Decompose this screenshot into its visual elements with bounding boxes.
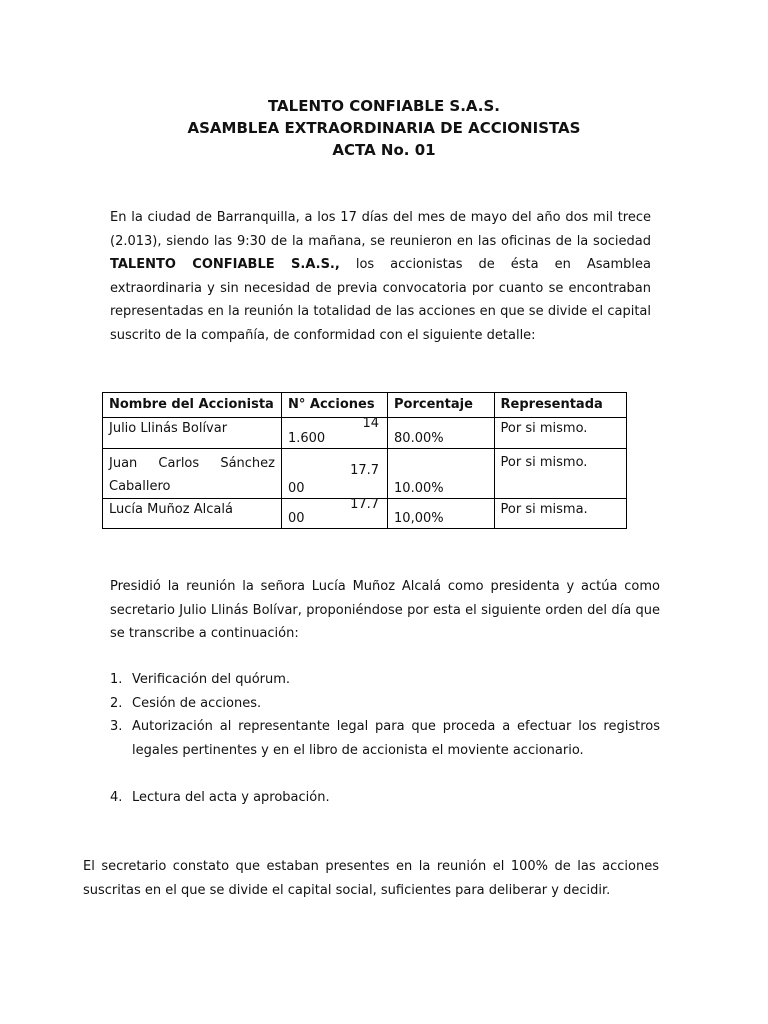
intro-company-name: TALENTO CONFIABLE S.A.S.,: [110, 257, 340, 272]
meeting-title: ASAMBLEA EXTRAORDINARIA DE ACCIONISTAS: [187, 119, 581, 137]
represented-cell: Por si misma.: [494, 499, 626, 529]
list-number: 2.: [110, 695, 123, 711]
represented-cell: Por si mismo.: [494, 449, 626, 499]
shares-cell: [281, 418, 387, 449]
intro-paragraph: [110, 206, 651, 347]
list-text: Cesión de acciones.: [132, 695, 262, 711]
list-text: Verificación del quórum.: [132, 672, 291, 687]
shareholder-name-line2: Caballero: [109, 479, 171, 494]
list-text: Lectura del acta y aprobación.: [132, 790, 330, 805]
intro-text-2: los accionistas de ésta en Asamblea extraordinaria y sin necesidad de previa convocatoria por cuanto se encontraban representadas en la reunión la totalidad de las acciones en que se divide el capital suscrito de la compañía, de conformidad con el siguiente detalle:: [110, 257, 651, 343]
header-name: Nombre del Accionista: [103, 393, 282, 418]
percent-value: 10,00%: [394, 511, 444, 526]
list-item: [110, 786, 660, 810]
company-title: TALENTO CONFIABLE S.A.S.: [267, 97, 501, 115]
list-item: [110, 715, 660, 762]
shareholders-table: [102, 392, 627, 529]
shares-bottom: 1.600: [287, 431, 326, 446]
header-represented: Representada: [494, 393, 626, 418]
shareholder-name: [103, 449, 282, 499]
list-text: Autorización al representante legal para que proceda a efectuar los registros legales pertinentes y en el libro de accionista el moviente accionario.: [132, 719, 660, 758]
table-row: [103, 499, 627, 529]
table-row: [103, 449, 627, 499]
shareholder-name: Julio Llinás Bolívar: [103, 418, 282, 449]
list-item: [110, 692, 660, 716]
table-header-row: [103, 393, 627, 418]
shares-top: 17.7: [350, 463, 380, 478]
list-number: 1.: [110, 672, 123, 687]
shares-bottom: 00: [287, 511, 305, 526]
list-item: [110, 668, 660, 692]
shareholder-name-line1: Juan Carlos Sánchez: [109, 456, 275, 471]
presidency-paragraph: Presidió la reunión la señora Lucía Muñoz Alcalá como presidenta y actúa como secretario Julio Llinás Bolívar, proponiéndose por esta el siguiente orden del día que se transcribe a continuación:: [110, 579, 660, 641]
shares-top: 14: [362, 416, 380, 431]
percent-cell: [388, 418, 495, 449]
shares-top: 17.7: [350, 497, 380, 512]
list-number: 3.: [110, 719, 123, 734]
header-shares: N° Acciones: [281, 393, 387, 418]
list-number: 4.: [110, 790, 123, 805]
percent-value: 80.00%: [394, 431, 444, 446]
agenda-list: [110, 668, 660, 810]
percent-cell: [388, 449, 495, 499]
shareholder-name: Lucía Muñoz Alcalá: [103, 499, 282, 529]
percent-value: 10.00%: [394, 481, 444, 496]
table-row: [103, 418, 627, 449]
intro-text-1: En la ciudad de Barranquilla, a los 17 días del mes de mayo del año dos mil trece (2.013), siendo las 9:30 de la mañana, se reunieron en las oficinas de la sociedad: [110, 210, 651, 249]
shares-cell: [281, 499, 387, 529]
represented-cell: Por si mismo.: [494, 418, 626, 449]
shares-cell: [281, 449, 387, 499]
header-percent: Porcentaje: [388, 393, 495, 418]
percent-cell: [388, 499, 495, 529]
acta-number: ACTA No. 01: [332, 141, 436, 159]
quorum-paragraph: El secretario constato que estaban presentes en la reunión el 100% de las acciones suscritas en el que se divide el capital social, suficientes para deliberar y decidir.: [83, 859, 659, 898]
shares-bottom: 00: [287, 481, 305, 496]
